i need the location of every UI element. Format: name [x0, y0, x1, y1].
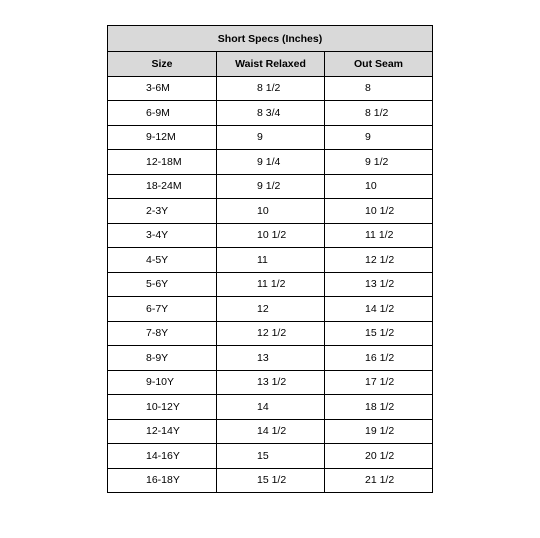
size-cell: 3-6M — [108, 76, 217, 101]
out-seam-cell: 9 1/2 — [325, 150, 433, 175]
column-header-size: Size — [108, 52, 217, 77]
size-cell: 2-3Y — [108, 199, 217, 224]
table-row — [108, 468, 433, 493]
out-seam-cell: 18 1/2 — [325, 395, 433, 420]
table-row — [108, 370, 433, 395]
table-row — [108, 150, 433, 175]
waist-relaxed-cell: 10 1/2 — [217, 223, 325, 248]
out-seam-cell: 9 — [325, 125, 433, 150]
size-cell: 8-9Y — [108, 346, 217, 371]
table-title: Short Specs (Inches) — [108, 26, 433, 52]
out-seam-cell: 13 1/2 — [325, 272, 433, 297]
out-seam-cell: 15 1/2 — [325, 321, 433, 346]
waist-relaxed-cell: 13 — [217, 346, 325, 371]
table-row — [108, 346, 433, 371]
size-cell: 6-7Y — [108, 297, 217, 322]
out-seam-cell: 8 — [325, 76, 433, 101]
header-row — [108, 52, 433, 77]
size-cell: 5-6Y — [108, 272, 217, 297]
title-row — [108, 26, 433, 52]
out-seam-cell: 20 1/2 — [325, 444, 433, 469]
out-seam-cell: 8 1/2 — [325, 101, 433, 126]
size-cell: 14-16Y — [108, 444, 217, 469]
out-seam-cell: 14 1/2 — [325, 297, 433, 322]
table-row — [108, 321, 433, 346]
out-seam-cell: 10 — [325, 174, 433, 199]
short-specs-table — [107, 25, 433, 493]
size-cell: 12-18M — [108, 150, 217, 175]
waist-relaxed-cell: 12 1/2 — [217, 321, 325, 346]
column-header-waist-relaxed: Waist Relaxed — [217, 52, 325, 77]
size-cell: 9-10Y — [108, 370, 217, 395]
size-cell: 7-8Y — [108, 321, 217, 346]
table-row — [108, 419, 433, 444]
table-row — [108, 101, 433, 126]
waist-relaxed-cell: 9 1/4 — [217, 150, 325, 175]
out-seam-cell: 16 1/2 — [325, 346, 433, 371]
out-seam-cell: 19 1/2 — [325, 419, 433, 444]
waist-relaxed-cell: 15 — [217, 444, 325, 469]
out-seam-cell: 21 1/2 — [325, 468, 433, 493]
waist-relaxed-cell: 8 3/4 — [217, 101, 325, 126]
waist-relaxed-cell: 9 — [217, 125, 325, 150]
table-row — [108, 395, 433, 420]
table-row — [108, 125, 433, 150]
table-row — [108, 297, 433, 322]
table-row — [108, 248, 433, 273]
waist-relaxed-cell: 11 1/2 — [217, 272, 325, 297]
size-cell: 12-14Y — [108, 419, 217, 444]
waist-relaxed-cell: 8 1/2 — [217, 76, 325, 101]
size-cell: 10-12Y — [108, 395, 217, 420]
waist-relaxed-cell: 12 — [217, 297, 325, 322]
out-seam-cell: 11 1/2 — [325, 223, 433, 248]
size-cell: 6-9M — [108, 101, 217, 126]
size-cell: 9-12M — [108, 125, 217, 150]
size-cell: 16-18Y — [108, 468, 217, 493]
waist-relaxed-cell: 13 1/2 — [217, 370, 325, 395]
table-row — [108, 199, 433, 224]
table-body — [108, 76, 433, 493]
table-row — [108, 223, 433, 248]
size-cell: 3-4Y — [108, 223, 217, 248]
column-header-out-seam: Out Seam — [325, 52, 433, 77]
waist-relaxed-cell: 11 — [217, 248, 325, 273]
table-row — [108, 444, 433, 469]
table-row — [108, 174, 433, 199]
out-seam-cell: 17 1/2 — [325, 370, 433, 395]
waist-relaxed-cell: 10 — [217, 199, 325, 224]
table-row — [108, 272, 433, 297]
size-cell: 18-24M — [108, 174, 217, 199]
out-seam-cell: 10 1/2 — [325, 199, 433, 224]
out-seam-cell: 12 1/2 — [325, 248, 433, 273]
waist-relaxed-cell: 15 1/2 — [217, 468, 325, 493]
waist-relaxed-cell: 9 1/2 — [217, 174, 325, 199]
size-cell: 4-5Y — [108, 248, 217, 273]
waist-relaxed-cell: 14 — [217, 395, 325, 420]
waist-relaxed-cell: 14 1/2 — [217, 419, 325, 444]
table-row — [108, 76, 433, 101]
